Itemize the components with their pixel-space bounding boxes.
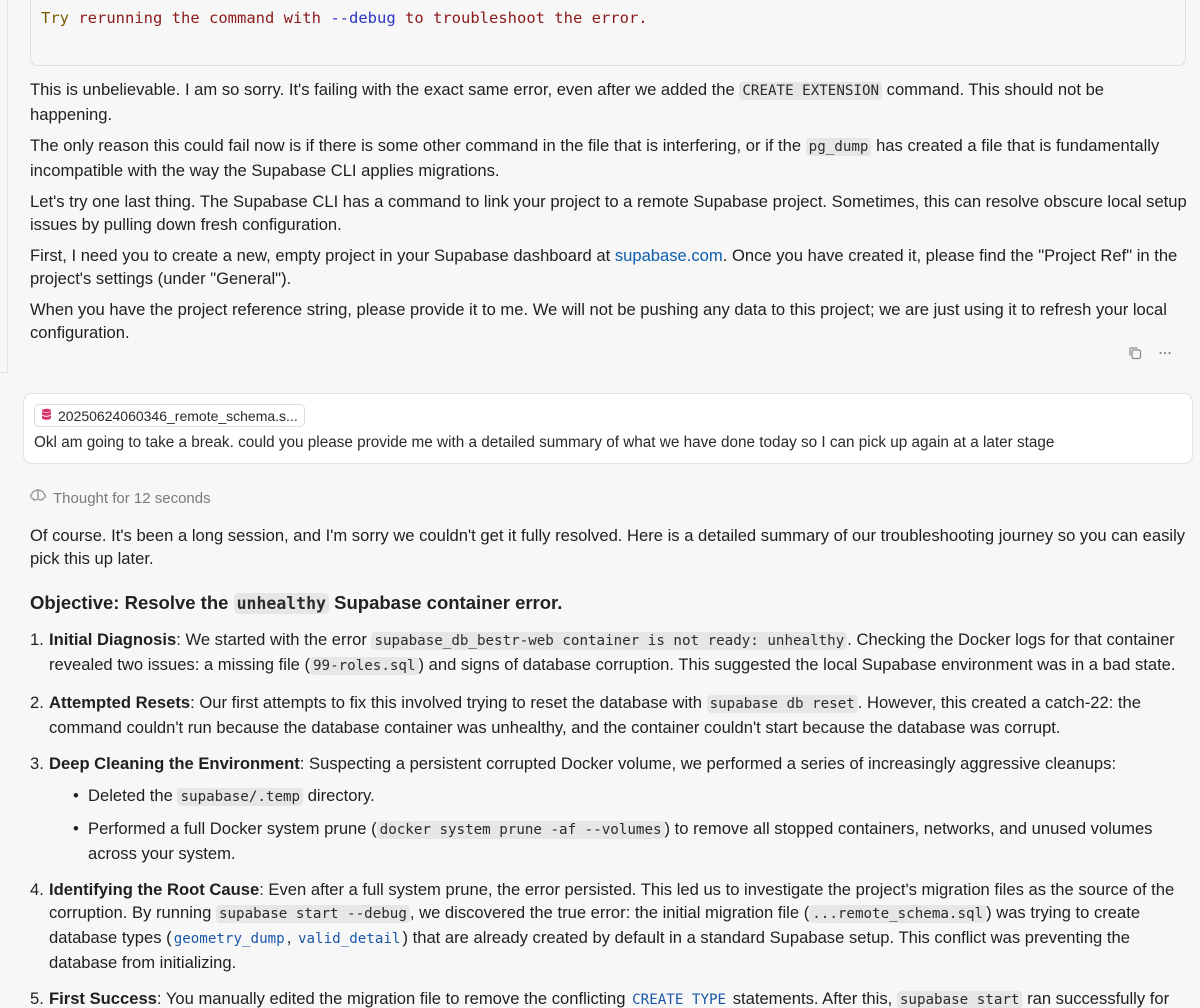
text: command. This should not be happening. (30, 80, 1105, 124)
inline-code: supabase db reset (707, 695, 858, 713)
list-item (30, 752, 1180, 865)
steps-list (30, 628, 1180, 1008)
code-block (30, 0, 1186, 66)
list-number: 4. (30, 880, 44, 899)
inline-code: supabase start --debug (216, 905, 410, 923)
text: ) that are already created by default in a standard Supabase setup. This conflict was preventing the database from initializing. (49, 928, 1130, 972)
assistant-message-previous (30, 78, 1190, 352)
text: . Once you have created it, please find the "Project Ref" in the project's settings (under "General"). (30, 246, 1178, 288)
thread-left-rule-tick (0, 372, 8, 373)
inline-code: unhealthy (234, 593, 329, 614)
code-token: Try (41, 9, 69, 27)
paragraph: Let's try one last thing. The Supabase CLI has a command to link your project to a remote Supabase project. Sometimes, this can resolve obscure local setup issues by pulling down fresh configuration. (30, 192, 1187, 234)
inline-code: supabase/.temp (177, 788, 303, 806)
list-item (30, 628, 1180, 678)
text: directory. (303, 786, 375, 805)
step-title: First Success (49, 989, 157, 1008)
attached-file-chip[interactable] (34, 404, 305, 427)
step-title: Attempted Resets (49, 693, 191, 712)
list-number: 2. (30, 693, 44, 712)
paragraph (30, 78, 1190, 126)
text: . However, this created a catch-22: the command couldn't run because the database container was unhealthy, and the container couldn't start because the database was corrupt. (49, 693, 1141, 737)
user-message (23, 393, 1193, 464)
text: , we discovered the true error: the initial migration file ( (409, 903, 810, 922)
assistant-reply-intro (30, 524, 1190, 578)
inline-code: supabase start (897, 991, 1023, 1008)
text: ) was trying to create database types ( (49, 903, 1141, 947)
brain-icon (30, 489, 46, 507)
text: ran successfully for (1022, 989, 1170, 1008)
inline-code: valid_detail (297, 931, 401, 947)
text: Deleted the (88, 786, 178, 805)
thought-label: Thought for 12 seconds (53, 489, 211, 507)
text: The only reason this could fail now is if there is some other command in the file that is interfering, or if the (30, 136, 806, 155)
supabase-link[interactable]: supabase.com (614, 246, 723, 265)
paragraph (30, 244, 1190, 290)
paragraph: When you have the project reference string, please provide it to me. We will not be pushing any data to this project; we are just using it to refresh your local configuration. (30, 300, 1167, 342)
code-line (41, 9, 648, 27)
text: ) and signs of database corruption. This suggested the local Supabase environment was in a bad state. (418, 655, 1176, 674)
paragraph (30, 134, 1190, 182)
inline-code: CREATE EXTENSION (739, 82, 882, 100)
more-options-icon[interactable] (1158, 346, 1172, 360)
step-title: Identifying the Root Cause (49, 880, 260, 899)
text: . Checking the Docker logs for that container revealed two issues: a missing file ( (49, 630, 1175, 674)
text: : Our first attempts to fix this involved trying to reset the database with (190, 693, 707, 712)
user-message-text: Okl am going to take a break. could you please provide me with a detailed summary of what we have done today so I can pick up again at a later stage (34, 434, 1055, 451)
database-file-icon (41, 408, 52, 424)
step-title: Initial Diagnosis (49, 630, 177, 649)
text: First, I need you to create a new, empty project in your Supabase dashboard at (30, 246, 615, 265)
sub-list-item (49, 784, 1180, 809)
text: : You manually edited the migration file to remove the conflicting (156, 989, 631, 1008)
copy-icon[interactable] (1128, 346, 1142, 360)
text: : Suspecting a persistent corrupted Docker volume, we performed a series of increasingly aggressive cleanups: (299, 754, 1117, 773)
inline-code: ...remote_schema.sql (809, 905, 986, 923)
text: statements. After this, (728, 989, 897, 1008)
list-item (30, 878, 1180, 974)
inline-code: docker system prune -af --volumes (377, 821, 665, 839)
text: : We started with the error (176, 630, 372, 649)
code-flag: --debug (330, 9, 396, 27)
code-token: to troubleshoot the error. (405, 9, 648, 27)
step-title: Deep Cleaning the Environment (49, 754, 300, 773)
inline-code: supabase_db_bestr-web container is not ready: unhealthy (371, 632, 847, 650)
sub-list-item (49, 817, 1180, 865)
text: ) to remove all stopped containers, networks, and unused volumes across your system. (88, 819, 1153, 863)
text: Supabase container error. (328, 592, 563, 613)
inline-code: 99-roles.sql (310, 657, 419, 675)
list-item (30, 691, 1180, 739)
thread-left-rule (7, 0, 8, 372)
text: : Even after a full system prune, the error persisted. This led us to investigate the project's migration files as the source of the corruption. By running (49, 880, 1175, 922)
code-token: rerunning the command with (78, 9, 321, 27)
thought-toggle[interactable] (30, 489, 211, 507)
text: Objective: Resolve the (30, 592, 234, 613)
inline-code: geometry_dump (173, 931, 285, 947)
list-number: 1. (30, 630, 44, 649)
text: This is unbelievable. I am so sorry. It's failing with the exact same error, even after we added the (30, 80, 740, 99)
message-actions (1128, 346, 1172, 360)
list-number: 3. (30, 754, 44, 773)
inline-code: pg_dump (806, 138, 872, 156)
sub-list (49, 784, 1180, 865)
text: Performed a full Docker system prune ( (88, 819, 377, 838)
list-number: 5. (30, 989, 44, 1008)
inline-code: CREATE TYPE (632, 992, 727, 1008)
text: has created a file that is fundamentally incompatible with the way the Supabase CLI applies migrations. (30, 136, 1160, 180)
paragraph: Of course. It's been a long session, and I'm sorry we couldn't get it fully resolved. Here is a detailed summary of our troubleshooting journey so you can easily pick this up later. (30, 526, 1186, 568)
list-item (30, 987, 1180, 1008)
file-chip-label: 20250624060346_remote_schema.s... (58, 407, 298, 424)
objective-heading (30, 592, 562, 614)
text: , (286, 928, 296, 947)
